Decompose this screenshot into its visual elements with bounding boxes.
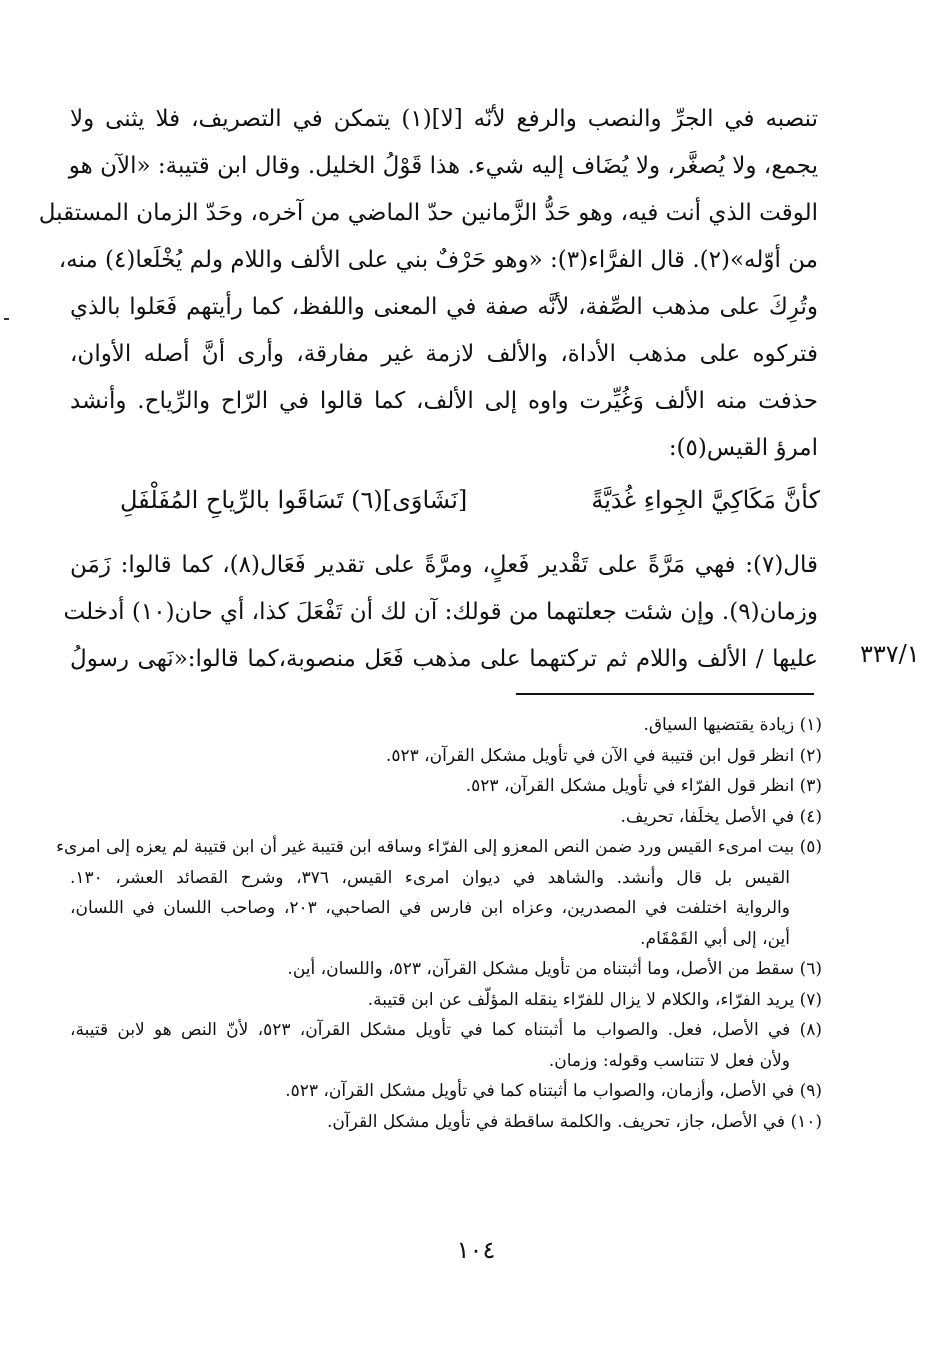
- text-line: حذفت منه الألف وَغُيِّرت واوه إلى الألف، كما قالوا في الرّاح والرِّياح. وأنشد: [70, 388, 818, 414]
- footnote: [70, 771, 822, 802]
- text-line: وتُرِكَ على مذهب الصِّفة، لأنَّه صفة في المعنى واللفظ، كما رأيتهم فَعَلوا بالذي: [70, 294, 818, 320]
- footnote: [70, 710, 822, 741]
- main-text-block-continued: [63, 542, 818, 683]
- footnote: [70, 802, 822, 833]
- text-line: وزمان(٩). وإن شئت جعلتهما من قولك: آن لك أن تَفْعَلَ كذا، أي حان(١٠) أدخلت: [63, 599, 818, 625]
- footnote: [70, 1015, 822, 1076]
- text-line: من أوّله»(٢). قال الفرَّاء(٣): «وهو حَرْفٌ بني على الألف واللام ولم يُخْلَعا(٤) منه،: [58, 247, 818, 273]
- text-line: الوقت الذي أنت فيه، وهو حَدُّ الزَّمانين حدّ الماضي من آخره، وحَدّ الزمان المستقبل: [38, 200, 818, 226]
- footnote: [56, 832, 822, 954]
- page-number: ١٠٤: [456, 1236, 496, 1264]
- footnote-line: (١) زيادة يقتضيها السياق.: [643, 715, 822, 735]
- footnote-line: والرواية اختلفت في المصدرين، وعزاه ابن فارس في الصاحبي، ٢٠٣، وصاحب اللسان في اللسان،: [70, 898, 790, 918]
- footnote: [70, 1076, 822, 1107]
- footnote-line: (٩) في الأصل، وأزمان، والصواب ما أثبتناه كما في تأويل مشكل القرآن، ٥٢٣.: [285, 1081, 822, 1101]
- footnote: [70, 985, 822, 1016]
- footnote-line: (١٠) في الأصل، جاز، تحريف. والكلمة ساقطة في تأويل مشكل القرآن.: [326, 1111, 822, 1132]
- footnote-line: القيس بل قال وأنشد. والشاهد في ديوان امرىء القيس، ٣٧٦، وشرح القصائد العشر، ١٣٠.: [70, 867, 790, 888]
- footnote-line: (٣) انظر قول الفرّاء في تأويل مشكل القرآن، ٥٢٣.: [465, 776, 822, 796]
- footnote-line: (٦) سقط من الأصل، وما أثبتناه من تأويل مشكل القرآن، ٥٢٣، واللسان، أين.: [287, 959, 822, 979]
- footnote-line: (٥) بيت امرىء القيس ورد ضمن النص المعزو إلى الفرّاء وساقه ابن قتيبة غير أن ابن قتيبة لم يعزه إلى امرىء: [56, 837, 822, 857]
- footnote-line: (٨) في الأصل، فعل. والصواب ما أثبتناه كما في تأويل مشكل القرآن، ٥٢٣، لأنّ النص هو لابن قتيبة،: [70, 1020, 822, 1040]
- text-line: فتركوه على مذهب الأداة، والألف لازمة غير مفارقة، وأرى أنَّ أصله الأوان،: [70, 341, 818, 367]
- margin-page-reference: ٣٣٧/١: [860, 640, 920, 668]
- footnote: [70, 954, 822, 985]
- text-line: يجمع، ولا يُصغَّر، ولا يُضَاف إليه شيء. هذا قَوْلُ الخليل. وقال ابن قتيبة: «الآن هو: [68, 153, 818, 179]
- text-line: قال(٧): فهي مَرَّةً على تَقْدير فَعلٍ، ومرَّةً على تقدير فَعَال(٨)، كما قالوا: زَمَن: [70, 552, 818, 578]
- footnote-line: (٢) انظر قول ابن قتيبة في الآن في تأويل مشكل القرآن، ٥٢٣.: [385, 745, 822, 766]
- text-line: عليها / الألف واللام ثم تركتهما على مذهب فَعَل منصوبة،كما قالوا:«نَهى رسولُ: [70, 646, 818, 672]
- footnote-line: (٤) في الأصل يخلَفا، تحريف.: [620, 806, 822, 827]
- footnotes: [56, 710, 822, 1137]
- verse-first-hemistich: كأنَّ مَكَاكِيَّ الجِواءِ غُدَيَّةً: [591, 486, 820, 514]
- margin-mark: [4, 318, 9, 320]
- footnote-line: (٧) يريد الفرّاء، والكلام لا يزال للفرّاء ينقله المؤلّف عن ابن قتيبة.: [367, 989, 822, 1010]
- footnote-separator: [516, 693, 814, 695]
- footnote-line: أين، إلى أبي القَمْقَام.: [640, 928, 790, 949]
- footnote: [70, 1107, 822, 1138]
- main-text-block: [38, 96, 818, 472]
- verse-second-hemistich: [نَشَاوَى](٦) تَسَاقَوا بالرِّياحِ المُفَلْفَلِ: [120, 486, 468, 514]
- poetry-verse: [120, 478, 820, 522]
- text-line: امرؤ القيس(٥):: [668, 435, 818, 461]
- footnote: [70, 741, 822, 772]
- footnote-line: ولأن فعل لا تتناسب وقوله: وزمان.: [548, 1050, 790, 1071]
- text-line: تنصبه في الجرِّ والنصب والرفع لأنّه [لا](١) يتمكن في التصريف، فلا يثنى ولا: [70, 106, 818, 132]
